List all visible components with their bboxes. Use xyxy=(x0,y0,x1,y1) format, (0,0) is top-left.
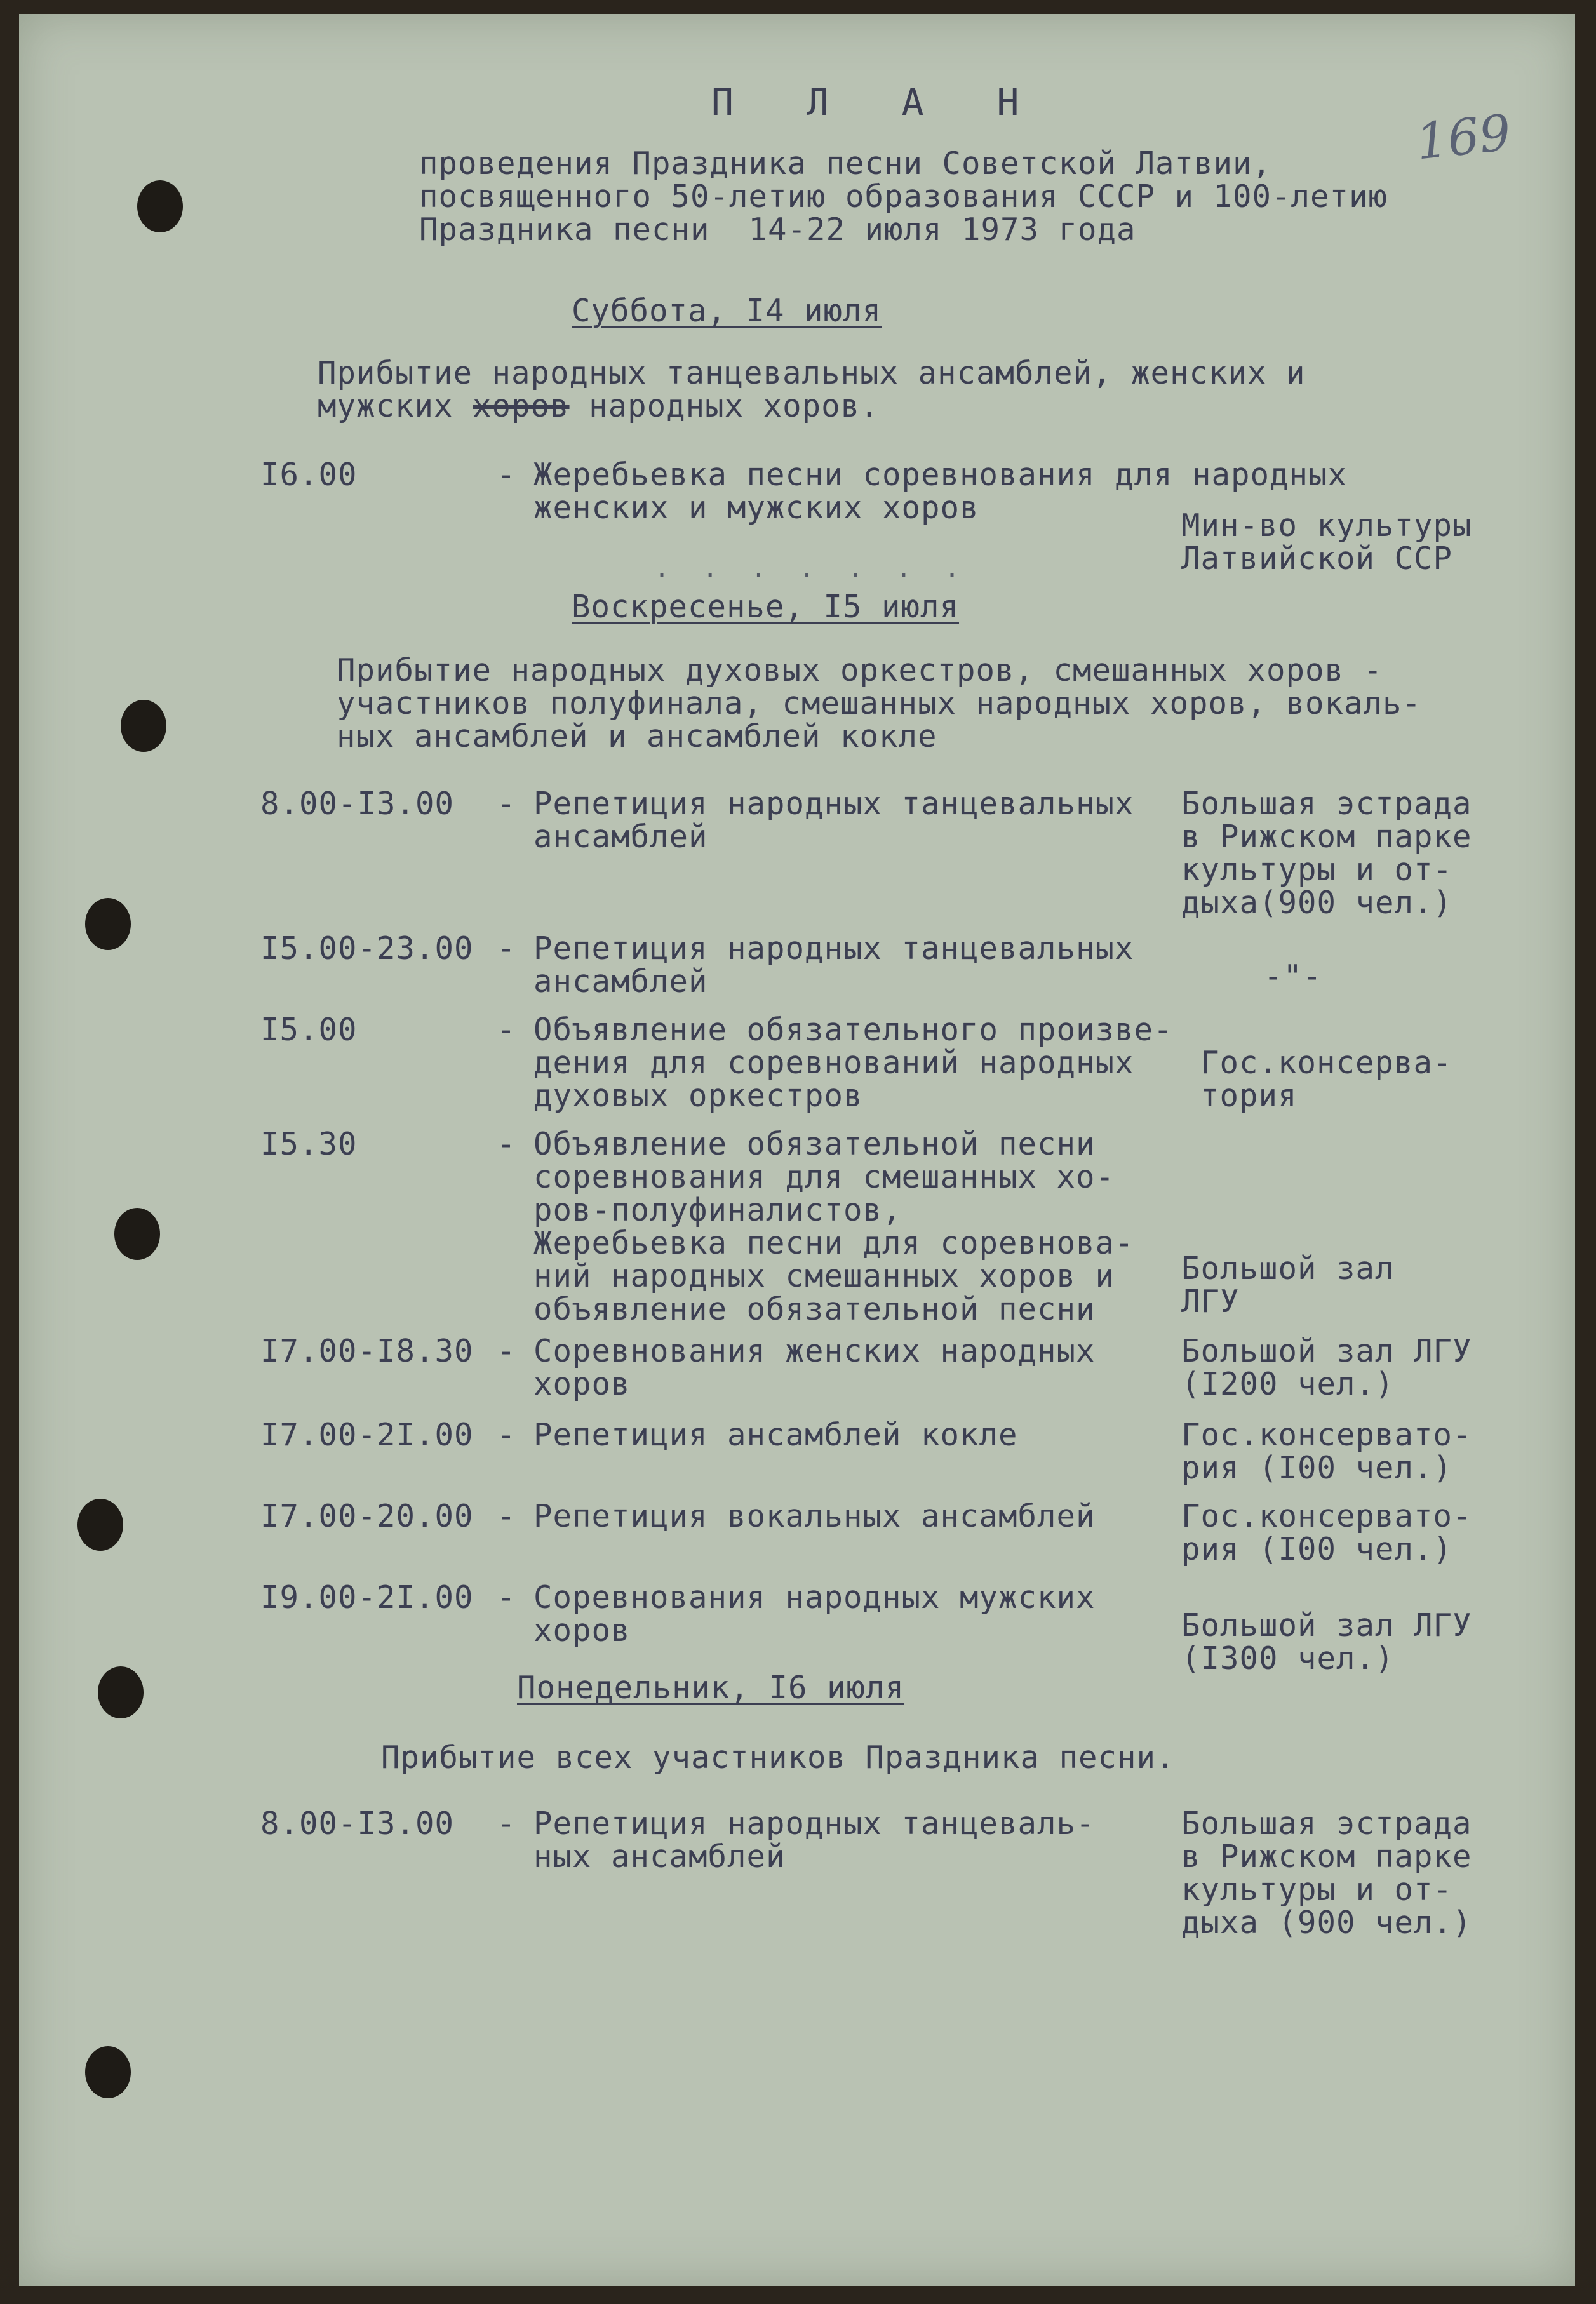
event-place: (I200 чел.) xyxy=(1181,1366,1395,1402)
event-desc: Репетиция народных танцевальных xyxy=(533,786,1134,822)
event-time: I7.00-2I.00 xyxy=(260,1417,474,1453)
event-place: рия (I00 чел.) xyxy=(1181,1531,1453,1567)
event-place: рия (I00 чел.) xyxy=(1181,1450,1453,1486)
punch-hole xyxy=(137,180,183,232)
subtitle-line: посвященного 50-летию образования СССР и 100-летию xyxy=(419,178,1388,215)
subtitle-line: Праздника песни 14-22 июля 1973 года xyxy=(419,211,1136,248)
event-desc: дения для соревнований народных xyxy=(533,1045,1134,1081)
arrival-text: ных ансамблей и ансамблей кокле xyxy=(337,718,937,754)
punch-hole xyxy=(85,2046,131,2098)
arrival-text: мужских хоров народных хоров. xyxy=(318,388,880,424)
day-heading: Понедельник, I6 июля xyxy=(517,1670,905,1706)
event-place: в Рижском парке xyxy=(1181,1839,1472,1875)
event-dash: - xyxy=(497,1126,516,1162)
punch-hole xyxy=(77,1499,123,1551)
event-desc: Жеребьевка песни для соревнова- xyxy=(533,1225,1134,1261)
punch-hole xyxy=(98,1666,144,1718)
arrival-text: Прибытие всех участников Праздника песни. xyxy=(381,1739,1176,1776)
event-desc: духовых оркестров xyxy=(533,1078,863,1114)
punch-hole xyxy=(121,700,166,752)
event-time: 8.00-I3.00 xyxy=(260,1805,455,1842)
event-time: I7.00-I8.30 xyxy=(260,1333,474,1369)
event-place: дыха(900 чел.) xyxy=(1181,885,1453,921)
event-desc: Жеребьевка песни соревнования для народных xyxy=(533,457,1348,493)
event-place: Мин-во культуры xyxy=(1181,507,1472,544)
event-dash: - xyxy=(497,1579,516,1616)
event-place: культуры и от- xyxy=(1181,1872,1453,1908)
event-place: тория xyxy=(1200,1078,1298,1114)
event-dash: - xyxy=(497,1417,516,1453)
arrival-text: Прибытие народных танцевальных ансамблей, женских и xyxy=(318,355,1306,391)
event-place: Гос.консервато- xyxy=(1181,1498,1472,1534)
event-place: ЛГУ xyxy=(1181,1283,1240,1320)
event-desc: Репетиция ансамблей кокле xyxy=(533,1417,1018,1453)
event-desc: женских и мужских хоров xyxy=(533,490,979,526)
page-number: 169 xyxy=(1413,104,1514,171)
event-desc: ных ансамблей xyxy=(533,1839,786,1875)
event-time: I6.00 xyxy=(260,457,358,493)
event-place: Латвийской ССР xyxy=(1181,540,1453,577)
arrival-text: Прибытие народных духовых оркестров, смешанных хоров - xyxy=(337,652,1383,688)
struck-word: хоров xyxy=(473,388,570,424)
event-desc: Соревнования народных мужских xyxy=(533,1579,1096,1616)
event-dash: - xyxy=(497,1498,516,1534)
document-title: П Л А Н xyxy=(711,81,1045,124)
separator-dots: . . . . . . . xyxy=(654,554,969,583)
event-place: Гос.консерватo- xyxy=(1181,1417,1472,1453)
event-desc: хоров xyxy=(533,1612,631,1649)
event-dash: - xyxy=(497,786,516,822)
event-desc: Репетиция вокальных ансамблей xyxy=(533,1498,1096,1534)
event-time: I7.00-20.00 xyxy=(260,1498,474,1534)
event-desc: ров-полуфиналистов, xyxy=(533,1192,902,1228)
event-place: Большой зал xyxy=(1181,1250,1395,1287)
event-desc: Репетиция народных танцеваль- xyxy=(533,1805,1096,1842)
event-time: I5.00 xyxy=(260,1012,358,1048)
event-place: Большой зал ЛГУ xyxy=(1181,1333,1472,1369)
event-desc: объявление обязательной песни xyxy=(533,1291,1096,1327)
day-heading: Суббота, I4 июля xyxy=(572,293,882,329)
event-dash: - xyxy=(497,1805,516,1842)
event-desc: Объявление обязательного произве- xyxy=(533,1012,1173,1048)
event-desc: хоров xyxy=(533,1366,631,1402)
event-desc: Соревнования женских народных xyxy=(533,1333,1096,1369)
document-page xyxy=(19,14,1575,2286)
event-place: Большая эстрада xyxy=(1181,786,1472,822)
punch-hole xyxy=(85,898,131,950)
event-place: дыха (900 чел.) xyxy=(1181,1905,1472,1941)
event-time: I5.00-23.00 xyxy=(260,930,474,967)
event-place: Гос.консерва- xyxy=(1200,1045,1452,1081)
event-place: -"- xyxy=(1264,958,1322,995)
event-place: в Рижском парке xyxy=(1181,819,1472,855)
event-time: 8.00-I3.00 xyxy=(260,786,455,822)
arrival-text: участников полуфинала, смешанных народных хоров, вокаль- xyxy=(337,685,1422,721)
event-place: (I300 чел.) xyxy=(1181,1640,1395,1677)
subtitle-line: проведения Праздника песни Советской Латвии, xyxy=(419,145,1272,182)
event-desc: ний народных смешанных хоров и xyxy=(533,1258,1115,1294)
event-desc: Объявление обязательной песни xyxy=(533,1126,1096,1162)
event-desc: соревнования для смешанных хо- xyxy=(533,1159,1115,1195)
day-heading: Воскресенье, I5 июля xyxy=(572,589,960,625)
event-time: I9.00-2I.00 xyxy=(260,1579,474,1616)
event-dash: - xyxy=(497,1012,516,1048)
event-desc: ансамблей xyxy=(533,819,708,855)
event-place: Большая эстрада xyxy=(1181,1805,1472,1842)
event-dash: - xyxy=(497,930,516,967)
event-dash: - xyxy=(497,457,516,493)
event-desc: Репетиция народных танцевальных xyxy=(533,930,1134,967)
event-desc: ансамблей xyxy=(533,963,708,1000)
event-dash: - xyxy=(497,1333,516,1369)
event-time: I5.30 xyxy=(260,1126,358,1162)
event-place: Большой зал ЛГУ xyxy=(1181,1607,1472,1644)
event-place: культуры и от- xyxy=(1181,852,1453,888)
punch-hole xyxy=(114,1208,160,1260)
